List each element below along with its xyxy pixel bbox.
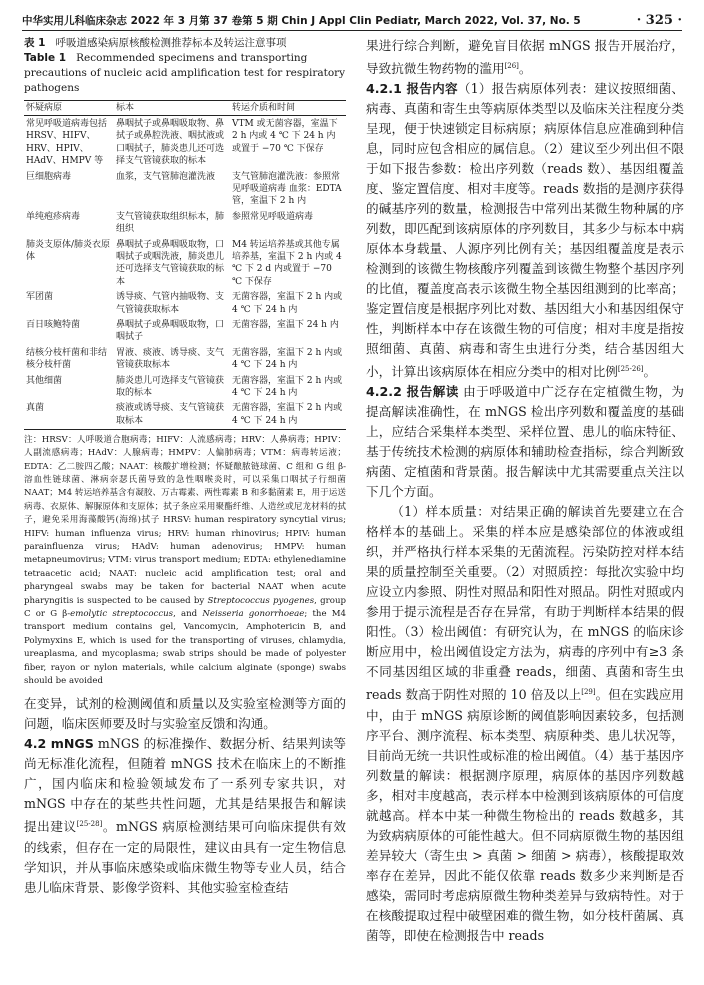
cell-pathogen: 巨细胞病毒 [26, 171, 72, 182]
cell-specimen: 诱导痰、气管内抽吸物、支气管镜获取标本 [116, 292, 225, 315]
running-header [22, 8, 682, 31]
col-header-specimen: 标本 [114, 101, 230, 116]
cell-pathogen: 结核分枝杆菌和非结核分枝杆菌 [26, 347, 108, 371]
cell-pathogen: 百日咳鲍特菌 [26, 320, 81, 330]
table-row [24, 237, 346, 290]
table-caption [24, 36, 346, 96]
cell-specimen: 血浆，支气管肺泡灌洗液 [116, 171, 216, 182]
paragraph-text: 。但在实践应用中，由于 mNGS 病原诊断的阈值影响因素较多，包括测序平台、测序流程、标本类型、病原种类、患儿状况等，目前尚无统一共识性或标准的检出阈值。（4）基于基因序列数量的解读：根据测序原理，病原体的基因序列数越多，相对丰度越高，表示样本中检测到该病原体的可信度就越高。样本中某一种微生物检出的 reads 数越多，其为致病病原体的可能性越大。但不同病原微生物的基因组差异较大（寄生虫 > 真菌 > 细菌 > 病毒），核酸提取效率存在差异，因此不能仅依靠 reads 数多少来判断是否感染，需同时考虑病原微生物种类差异与致病特性。对于在核酸提取过程中破壁困难的微生物，如分枝杆菌属、真菌等，即使在检测报告中 reads [366, 687, 684, 943]
body-paragraph [366, 79, 684, 382]
body-paragraph [366, 502, 684, 945]
cell-pathogen: 肺炎支原体/肺炎衣原体 [26, 239, 111, 262]
cell-pathogen: 真菌 [26, 403, 45, 414]
table-title-cn: 呼吸道感染病原核酸检测推荐标本及转运注意事项 [55, 37, 287, 49]
footnote-species: Neisseria gonorrhoeae [202, 609, 305, 620]
paragraph-text: mNGS 的标准操作、数据分析、结果判读等尚无标准化流程，但随着 mNGS 技术在临床上的不断推广，国内临床和检验领域发布了一系列专家共识，对 mNGS 中存在的某些共性问题，尤其是结果报告和解读提出建议 [24, 736, 346, 835]
page-number: · 325 · [636, 13, 682, 28]
journal-header: 中华实用儿科临床杂志 2022 年 3 月第 37 卷第 5 期 Chin J Appl Clin Pediatr, March 2022, Vol. 37, No. 5 [22, 15, 581, 27]
body-paragraph [366, 36, 684, 79]
right-column [366, 36, 684, 976]
body-paragraph [366, 382, 684, 502]
paragraph-text: 。mNGS 病原检测结果可向临床提供有效的线索，但存在一定的局限性，建议由具有一定生物信息学知识，并从事临床感染或临床微生物等专业人员，结合患儿临床背景、影像学资料、其他实验室检查结 [24, 819, 346, 895]
table-row [24, 290, 346, 318]
paragraph-text: （1）样本质量：对结果正确的解读首先要建立在合格样本的基础上。采集的样本应是感染部位的体液或组织，并严格执行样本采集的无菌流程。污染防控对样本结果的质量控制至关重要。（2）对照质控：每批次实验中均应设立内参照、阴性对照品和阳性对照品。阴性对照或内参用于提示流程是否存在异常，有助于判断样本结果的假阳性。（3）检出阈值：有研究认为，在 mNGS 的临床诊断应用中，检出阈值设定方法为，病毒的序列中有≥3 条不同基因组区域的非重叠 reads，细菌、真菌和寄生虫 reads 数高于阴性对照的 10 倍及以上 [366, 504, 684, 703]
table-row [24, 116, 346, 169]
footnote-species: emolytic streptococcus [70, 609, 174, 620]
section-heading: 4.2.2 报告解读 [366, 384, 459, 400]
cell-pathogen: 单纯疱疹病毒 [26, 211, 81, 222]
cell-specimen: 肺炎患儿可选择支气管镜获取的标本 [116, 375, 225, 399]
paragraph-text: 。 [643, 364, 657, 380]
cell-specimen: 鼻咽拭子或鼻咽吸取物、鼻拭子或鼻腔洗液、咽拭液或口咽拭子，肺炎患儿还可选择支气管镜获取的标本 [116, 118, 225, 167]
cell-transport: M4 转运培养基或其他专属培养基，室温下 2 h 内或 4 ℃ 下 2 d 内或置于 −70 ℃ 下保存 [232, 239, 342, 287]
body-paragraph [24, 734, 346, 897]
paragraph-text: 。 [518, 61, 532, 77]
cell-transport: 支气管肺泡灌洗液：参照常见呼吸道病毒 血浆：EDTA 管，室温下 2 h 内 [232, 171, 342, 207]
col-header-transport: 转运介质和时间 [230, 101, 346, 116]
table-label-cn: 表 1 [24, 37, 46, 49]
cell-pathogen: 常见呼吸道病毒包括 HRSV、HIFV、HRV、HPIV、HAdV、HMPV 等 [26, 118, 108, 167]
left-column [24, 36, 346, 898]
citation: [25-28] [76, 820, 103, 829]
cell-transport: 无菌容器，室温下 2 h 内或 4 ℃ 下 24 h 内 [232, 292, 343, 315]
footnote-text: ; the M4 transport medium contains gel, Vancomycin, Amphotericin B, and Polymyxins E, which is used for the transporting of viruses, chlamydia, ureaplasma, and mycoplasma; swab strips should be made of polyester fiber, rayon or nylon materials, while calcium alginate (sponge) swabs should be avoided [24, 609, 346, 687]
col-header-pathogen: 怀疑病原 [24, 101, 114, 116]
paragraph-text: （1）报告病原体列表：建议按照细菌、病毒、真菌和寄生虫等病原体类型以及临床关注程度分类呈现，便于快速锁定目标病原；病原体信息应准确到种信息，同时应包含相应的属信息。（2）建议至少列出但不限于如下报告参数：检出序列数（reads 数）、基因组覆盖度、鉴定置信度、相对丰度等。reads 数指的是测序获得的碱基序列的数量，检测报告中常列出某微生物种属的序列数，即匹配到该病原体的序列数目，其多少与标本中病原体本身载量、人源序列比例有关；基因组覆盖度是表示检测到的该微生物核酸序列覆盖到该微生物整个基因序列的比值，覆盖度高表示该微生物全基因组测到的比率高；鉴定置信度是根据序列比对数、基因组大小和基因组保守性，判断样本中存在该微生物的可信度；相对丰度是指按照细菌、真菌、病毒和寄生虫进行分类，结合基因组大小，计算出该病原体在相应分类中的相对比例 [366, 81, 684, 380]
cell-transport: 无菌容器，室温下 24 h 内 [232, 320, 339, 330]
citation: [29] [581, 688, 596, 697]
cell-pathogen: 其他细菌 [26, 375, 63, 386]
section-heading: 4.2 mNGS [24, 736, 94, 752]
cell-specimen: 鼻咽拭子或鼻咽吸取物，口咽拭子 [116, 320, 225, 343]
table-title-en: Recommended specimens and transporting precautions of nucleic acid amplification test for respiratory pathogens [24, 52, 346, 94]
cell-transport: 无菌容器，室温下 2 h 内或 4 ℃ 下 24 h 内 [232, 347, 343, 371]
table-row [24, 373, 346, 401]
cell-transport: 无菌容器，室温下 2 h 内或 4 ℃ 下 24 h 内 [232, 375, 343, 399]
footnote-species: Streptococcus pyogenes [207, 595, 315, 606]
cell-transport: 无菌容器，室温下 2 h 内或 4 ℃ 下 24 h 内 [232, 403, 343, 426]
citation: [26] [504, 62, 519, 70]
specimen-table [24, 100, 346, 430]
footnote-text: 注：HRSV：人呼吸道合胞病毒；HIFV：人流感病毒；HRV：人鼻病毒；HPIV：人副流感病毒；HAdV：人腺病毒；HMPV：人偏肺病毒；VTM：病毒转运液；EDTA：乙二胺四乙酸；NAAT：核酸扩增检测；怀疑酿脓链球菌、C 组和 G 组 β-溶血性链球菌、淋病奈瑟氏菌导致的急性咽喉炎时，可以采集口咽拭子行细菌 NAAT；M4 转运培养基含有凝胶、万古霉素、两性霉素 B 和多黏菌素 E，用于运送病毒、衣原体、解脲原体和支原体；拭子条应采用聚酯纤维、人造丝或尼龙材料的拭子，避免采用海藻酸钙(海绵)拭子 HRSV: human respiratory syncytial virus; HIFV: human influenza virus; HRV: human rhinovirus; HPIV: human parainfluenza virus; HAdV: human adenovirus; HMPV: human metapneumovirus; VTM: virus transport medium; EDTA: ethylenediamine tetraacetic acid; NAAT: nucleic acid amplification test; oral and pharyngeal swabs may be taken for bacterial NAAT when acute pharyngitis is suspected to be caused by [24, 434, 346, 606]
cell-pathogen: 军团菌 [26, 292, 54, 303]
table-label-en: Table 1 [24, 52, 67, 64]
table-row [24, 318, 346, 346]
table-row [24, 169, 346, 209]
cell-specimen: 支气管镜获取组织标本，肺组织 [116, 211, 225, 235]
cell-transport: VTM 或无菌容器，室温下 2 h 内或 4 ℃ 下 24 h 内或置于 −70 ℃ 下保存 [232, 118, 338, 154]
cell-transport: 参照常见呼吸道病毒 [232, 211, 314, 222]
cell-specimen: 痰液或诱导痰、支气管镜获取标本 [116, 403, 225, 426]
body-paragraph: 在变异，试剂的检测阈值和质量以及实验室检测等方面的问题，临床医师要及时与实验室反馈和沟通。 [24, 696, 346, 732]
section-heading: 4.2.1 报告内容 [366, 81, 458, 97]
table-row [24, 345, 346, 373]
cell-specimen: 胃液、痰液、诱导痰、支气管镜获取标本 [116, 347, 225, 371]
table-row [24, 401, 346, 429]
table-footnote [24, 434, 346, 689]
cell-specimen: 鼻咽拭子或鼻咽吸取物，口咽拭子或咽洗液，肺炎患儿还可选择支气管镜获取的标本 [116, 239, 225, 287]
footnote-text: , group C or G β- [24, 595, 346, 620]
paragraph-text: 由于呼吸道中广泛存在定植微生物，为提高解读准确性，在 mNGS 检出序列数和覆盖度的基础上，应结合采集样本类型、采样位置、患儿的临床特征、基于传统技术检测的病原体和辅助检查指标，综合判断致病菌、定植菌和背景菌。报告解读中尤其需要重点关注以下几个方面。 [366, 384, 684, 500]
footnote-text: , and [173, 609, 198, 620]
citation: [25-26] [617, 365, 644, 374]
table-header-row [24, 101, 346, 116]
table-row [24, 209, 346, 237]
paragraph-text: 果进行综合判断，避免盲目依据 mNGS 报告开展治疗，导致抗微生物药物的滥用 [366, 38, 684, 77]
